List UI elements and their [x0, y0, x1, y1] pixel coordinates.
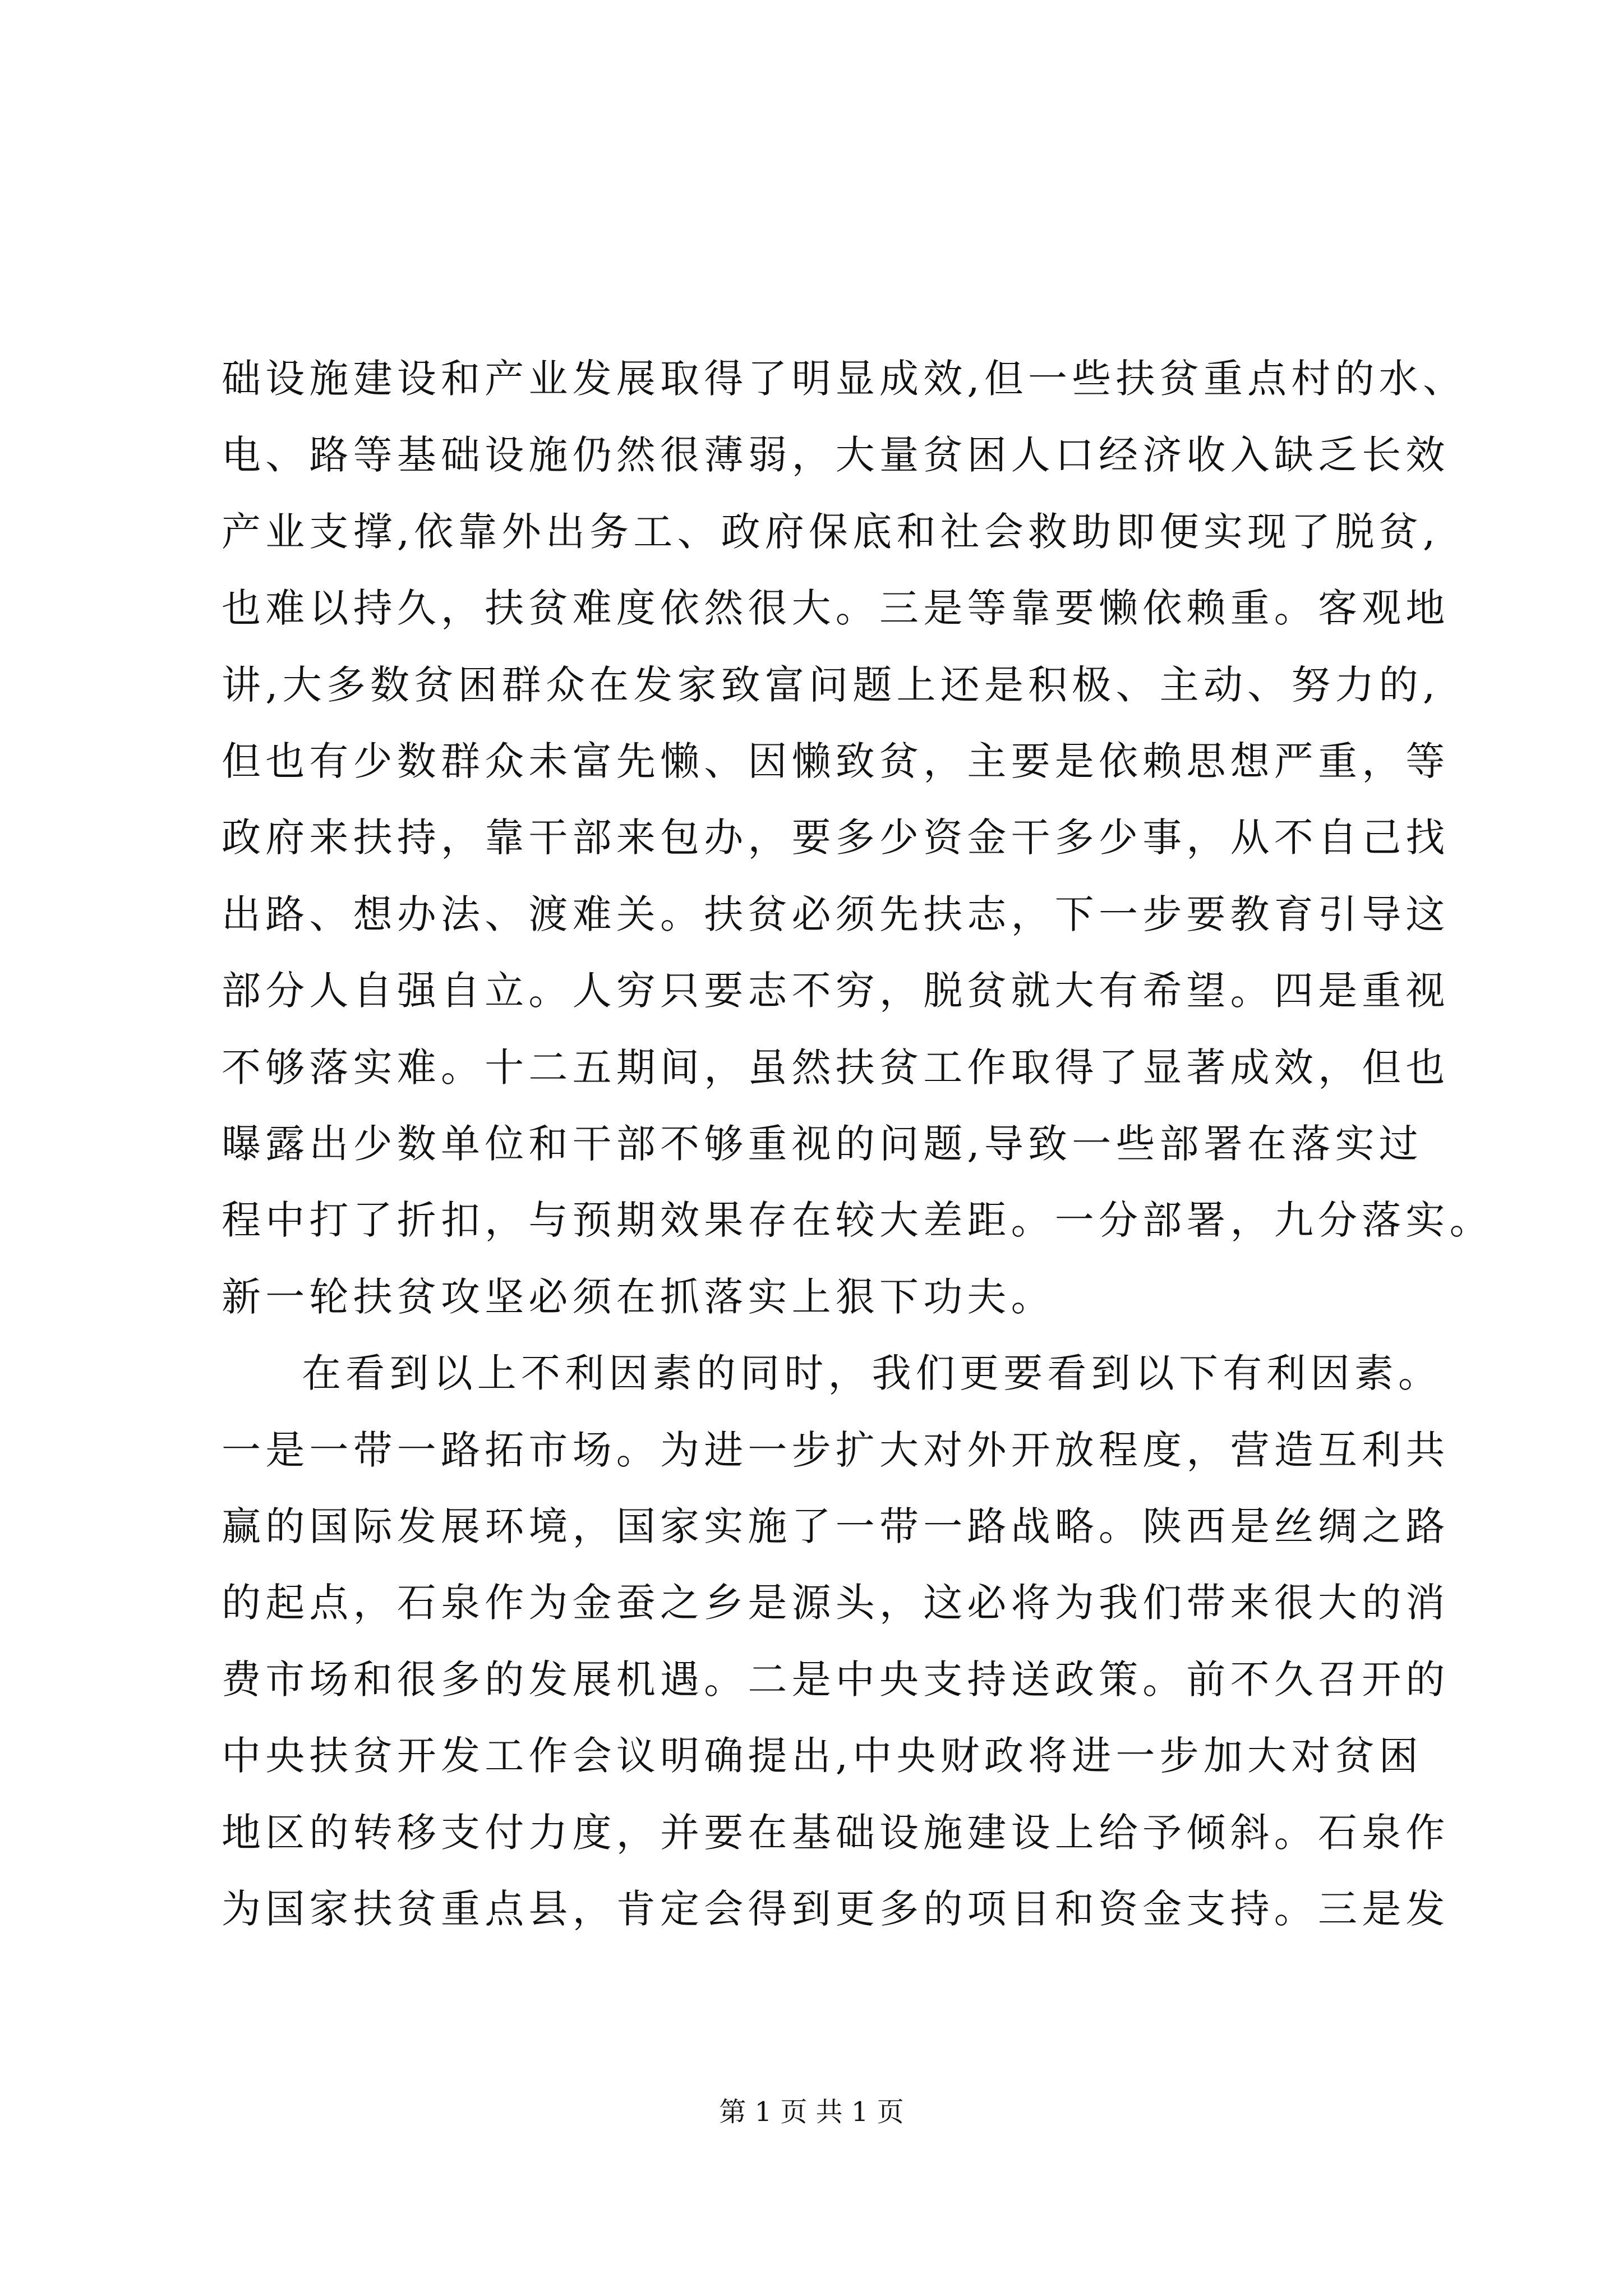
text-line-19: 中央扶贫开发工作会议明确提出,中央财政将进一步加大对贫困 [222, 1733, 1423, 1779]
paragraph-2-first-line: 在看到以上不利因素的同时，我们更要看到以下有利因素。 [302, 1350, 1442, 1397]
text-line-20: 地区的转移支付力度，并要在基础设施建设上给予倾斜。石泉作 [222, 1809, 1450, 1856]
text-line-8: 出路、想办法、渡难关。扶贫必须先扶志，下一步要教育引导这 [222, 891, 1450, 937]
text-line-6: 但也有少数群众未富先懒、因懒致贫，主要是依赖思想严重，等 [222, 738, 1450, 784]
text-line-21: 为国家扶贫重点县，肯定会得到更多的项目和资金支持。三是发 [222, 1886, 1450, 1932]
text-line-1: 础设施建设和产业发展取得了明显成效,但一些扶贫重点村的水、 [222, 356, 1467, 402]
text-line-4: 也难以持久，扶贫难度依然很大。三是等靠要懒依赖重。客观地 [222, 585, 1450, 632]
text-line-11: 曝露出少数单位和干部不够重视的问题,导致一些部署在落实过 [222, 1121, 1423, 1167]
text-line-13: 新一轮扶贫攻坚必须在抓落实上狠下功夫。 [222, 1273, 1055, 1320]
text-line-2: 电、路等基础设施仍然很薄弱，大量贫困人口经济收入缺乏长效 [222, 432, 1450, 478]
text-line-18: 费市场和很多的发展机遇。二是中央支持送政策。前不久召开的 [222, 1656, 1450, 1703]
text-line-7: 政府来扶持，靠干部来包办，要多少资金干多少事，从不自己找 [222, 815, 1450, 861]
text-line-12: 程中打了折扣，与预期效果存在较大差距。一分部署，九分落实。 [222, 1197, 1493, 1244]
text-line-16: 赢的国际发展环境，国家实施了一带一路战略。陕西是丝绸之路 [222, 1503, 1450, 1549]
text-line-9: 部分人自强自立。人穷只要志不穷，脱贫就大有希望。四是重视 [222, 968, 1450, 1014]
text-line-10: 不够落实难。十二五期间，虽然扶贫工作取得了显著成效，但也 [222, 1044, 1450, 1091]
text-line-17: 的起点，石泉作为金蚕之乡是源头，这必将为我们带来很大的消 [222, 1580, 1450, 1626]
page-footer: 第 1 页 共 1 页 [719, 2096, 904, 2128]
text-line-15: 一是一带一路拓市场。为进一步扩大对外开放程度，营造互利共 [222, 1427, 1450, 1473]
text-line-3: 产业支撑,依靠外出务工、政府保底和社会救助即便实现了脱贫, [222, 508, 1440, 555]
text-line-5: 讲,大多数贫困群众在发家致富问题上还是积极、主动、努力的, [222, 661, 1440, 708]
